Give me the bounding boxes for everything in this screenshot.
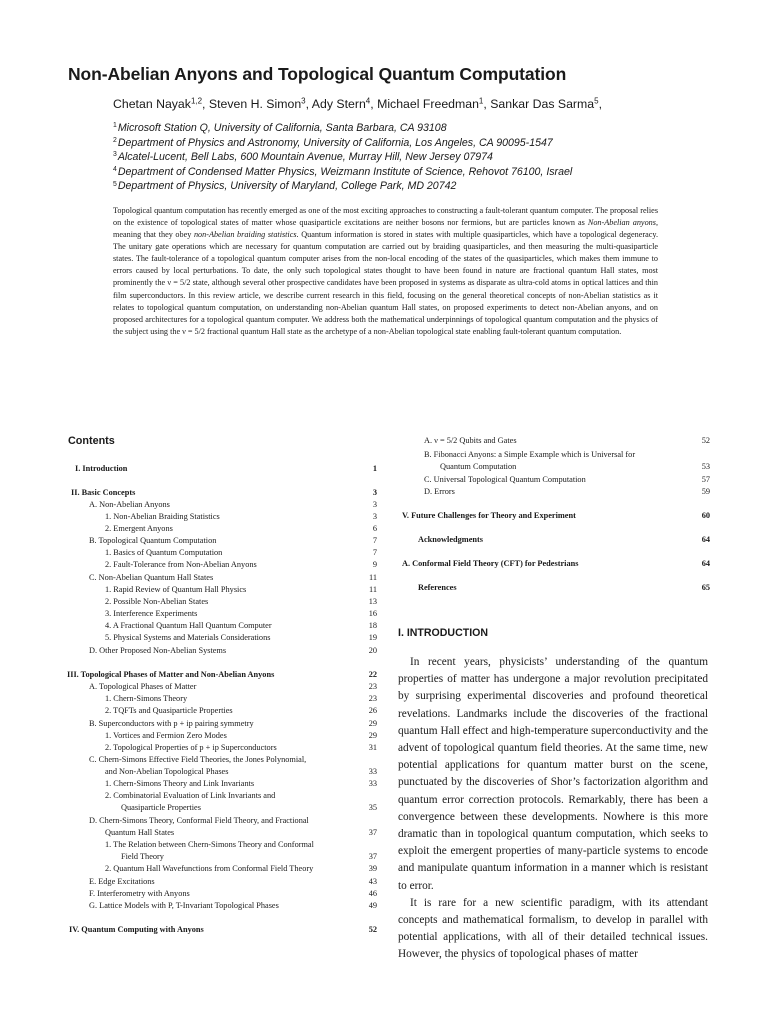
- toc-entry: [402, 461, 710, 473]
- toc-entry-label: E. Edge Excitations: [89, 877, 155, 886]
- toc-entry-page: 11: [369, 585, 377, 594]
- toc-entry: [67, 511, 377, 523]
- toc-entry-page: 3: [372, 488, 377, 497]
- toc-entry: [402, 534, 710, 546]
- toc-entry: [67, 718, 377, 730]
- author: Chetan Nayak$^{1,2}$,: [113, 96, 209, 111]
- toc-entry-label: 1. Chern-Simons Theory and Link Invariants: [105, 779, 255, 788]
- toc-entry: [67, 584, 377, 596]
- toc-entry-label: 2. Emergent Anyons: [105, 524, 173, 533]
- toc-entry: [67, 790, 377, 802]
- toc-entry-label: 3. Interference Experiments: [105, 609, 198, 618]
- toc-entry-label: Acknowledgments: [418, 535, 483, 544]
- toc-entry: [67, 547, 377, 559]
- toc-entry: [67, 693, 377, 705]
- toc-entry-page: 60: [701, 511, 710, 520]
- toc-entry-label: 1. Vortices and Fermion Zero Modes: [105, 731, 227, 740]
- toc-entry-page: 16: [368, 609, 377, 618]
- toc-entry: [67, 778, 377, 790]
- introduction-text: [398, 654, 708, 964]
- toc-entry-label: 1. Non-Abelian Braiding Statistics: [105, 512, 220, 521]
- author: Sankar Das Sarma$^5$,: [490, 96, 602, 111]
- toc-entry: [67, 572, 377, 584]
- toc-entry-label: Quasiparticle Properties: [121, 803, 201, 812]
- toc-entry-label: A. Conformal Field Theory (CFT) for Pedestrians: [402, 559, 579, 568]
- toc-entry: [67, 608, 377, 620]
- toc-entry: [67, 620, 377, 632]
- toc-entry: [402, 474, 710, 486]
- toc-entry-label: B. Fibonacci Anyons: a Simple Example which is Universal for: [424, 450, 636, 459]
- toc-entry-label: D. Errors: [424, 487, 455, 496]
- toc-entry-page: 53: [701, 462, 710, 471]
- toc-entry-label: 5. Physical Systems and Materials Considerations: [105, 633, 271, 642]
- toc-entry-label: I. Introduction: [75, 464, 128, 473]
- toc-entry-label: 2. Topological Properties of p + ip Superconductors: [105, 743, 277, 752]
- author: Michael Freedman$^1$,: [377, 96, 491, 111]
- author: Steven H. Simon$^3$,: [208, 96, 312, 111]
- toc-entry-label: C. Non-Abelian Quantum Hall States: [89, 573, 214, 582]
- toc-entry: [67, 730, 377, 742]
- toc-entry-page: 59: [701, 487, 710, 496]
- toc-entry-label: 2. Combinatorial Evaluation of Link Invariants and: [105, 791, 276, 800]
- affiliation: $^3$Alcatel-Lucent, Bell Labs, 600 Mountain Avenue, Murray Hill, New Jersey 07974: [113, 151, 493, 164]
- toc-entry-page: 31: [368, 743, 377, 752]
- toc-entry-label: II. Basic Concepts: [71, 488, 136, 497]
- toc-entry: [67, 924, 377, 936]
- toc-entry-page: 3: [372, 500, 377, 509]
- toc-entry-label: IV. Quantum Computing with Anyons: [69, 925, 204, 934]
- toc-entry-page: 19: [368, 633, 377, 642]
- toc-entry-page: 18: [368, 621, 377, 630]
- toc-entry-page: 6: [372, 524, 377, 533]
- abstract-text: Topological quantum computation has recently emerged as one of the most exciting approaches to constructing a fault-tolerant quantum computer. The proposal relies on the existence of topological states of matter whose quasiparticle excitations are neither bosons nor fermions, but are particles known as Non-Abelian anyons, meaning that they obey non-Abelian braiding statistics. Quantum information is stored in states with multiple quasiparticles, which have a topological degeneracy. The unitary gate operations which are necessary for quantum computation are carried out by braiding quasiparticles, and then measuring the multi-quasiparticle states. The fault-tolerance of a topological quantum computer arises from the non-local encoding of the states of the quasiparticles, which makes them immune to errors caused by local perturbations. To date, the only such topological states thought to have been found in nature are fractional quantum Hall states, most prominently the ν = 5/2 state, although several other prospective candidates have been proposed in systems as disparate as ultra-cold atoms in optical lattices and thin film superconductors. In this review article, we describe current research in this field, focusing on the general theoretical concepts of non-Abelian statistics as it relates to topological quantum computation, on understanding non-Abelian quantum Hall states, on proposed experiments to detect non-Abelian anyons, and on proposed architectures for a topological quantum computer. We address both the mathematical underpinnings of topological quantum computation and the physics of the subject using the ν = 5/2 fractional quantum Hall state as the archetype of a non-Abelian topological state enabling fault-tolerant quantum computation.: [113, 206, 658, 336]
- toc-entry-label: F. Interferometry with Anyons: [89, 889, 190, 898]
- toc-entry-page: 29: [368, 731, 377, 740]
- toc-entry: [67, 523, 377, 535]
- affiliation: $^4$Department of Condensed Matter Physics, Weizmann Institute of Science, Rehovot 76100, Israel: [113, 165, 573, 178]
- toc-entry-page: 7: [372, 536, 377, 545]
- toc-entry-label: C. Chern-Simons Effective Field Theories, the Jones Polynomial,: [89, 755, 307, 764]
- toc-entry: [402, 486, 710, 498]
- toc-entry-label: A. ν = 5/2 Qubits and Gates: [424, 436, 517, 445]
- author-list: [113, 97, 602, 111]
- toc-entry: [67, 742, 377, 754]
- toc-entry-label: A. Non-Abelian Anyons: [89, 500, 170, 509]
- toc-entry-page: 20: [368, 646, 377, 655]
- affiliation: $^5$Department of Physics, University of Maryland, College Park, MD 20742: [113, 180, 457, 193]
- toc-entry-page: 65: [701, 583, 710, 592]
- toc-entry-label: 2. Quantum Hall Wavefunctions from Conformal Field Theory: [105, 864, 314, 873]
- toc-entry-page: 43: [368, 877, 377, 886]
- author: Ady Stern$^4$,: [311, 96, 378, 111]
- toc-entry-label: C. Universal Topological Quantum Computation: [424, 475, 586, 484]
- affiliation-list: [113, 121, 572, 194]
- toc-entry-label: References: [418, 583, 457, 592]
- toc-entry-label: III. Topological Phases of Matter and Non-Abelian Anyons: [67, 670, 275, 679]
- abstract: [113, 205, 658, 338]
- toc-entry: [67, 766, 377, 778]
- toc-entry-label: B. Superconductors with p + ip pairing symmetry: [89, 719, 254, 728]
- toc-entry-label: Quantum Computation: [440, 462, 517, 471]
- toc-entry-label: D. Other Proposed Non-Abelian Systems: [89, 646, 227, 655]
- toc-entry-page: 22: [368, 670, 377, 679]
- toc-entry-label: A. Topological Phases of Matter: [89, 682, 197, 691]
- toc-entry: [67, 669, 377, 681]
- toc-entry: [67, 596, 377, 608]
- toc-entry-label: 2. Possible Non-Abelian States: [105, 597, 209, 606]
- toc-entry-page: 3: [372, 512, 377, 521]
- affiliation: $^2$Department of Physics and Astronomy, University of California, Los Angeles, CA 90095-1547: [113, 136, 553, 149]
- toc-entry: [67, 863, 377, 875]
- toc-entry: [402, 435, 710, 447]
- toc-entry: [67, 802, 377, 814]
- paragraph: In recent years, physicists’ understanding of the quantum properties of matter has undergone a major revolution precipitated by surprising experimental discoveries and profound theoretical revelations. Landmarks include the discoveries of the fractional quantum Hall effect and high-temperature superconductivity and the advent of topological quantum field theories. At the same time, new potential applications for quantum matter burst on the scene, punctuated by the discoveries of Shor’s factorization algorithm and quantum error correction protocols. Remarkably, there has been a convergence between these developments. Nowhere is this more dramatic than in topological quantum computation, which seeks to exploit the emergent properties of many-particle systems to encode and manipulate quantum information in a manner which is resistant to error.: [398, 656, 708, 892]
- toc-entry-label: B. Topological Quantum Computation: [89, 536, 217, 545]
- toc-entry: [67, 705, 377, 717]
- toc-entry-page: 64: [701, 559, 710, 568]
- toc-entry-page: 29: [368, 719, 377, 728]
- affiliation: $^1$Microsoft Station Q, University of California, Santa Barbara, CA 93108: [113, 122, 447, 134]
- toc-entry-page: 64: [701, 535, 710, 544]
- toc-entry: [67, 827, 377, 839]
- toc-entry-page: 33: [368, 767, 377, 776]
- toc-entry: [402, 510, 710, 522]
- toc-entry-page: 37: [368, 828, 377, 837]
- contents-heading: Contents: [68, 435, 115, 447]
- section-heading: I. INTRODUCTION: [398, 627, 489, 639]
- toc-entry-page: 7: [372, 548, 377, 557]
- toc-entry-label: 2. TQFTs and Quasiparticle Properties: [105, 706, 233, 715]
- toc-entry-label: 1. Rapid Review of Quantum Hall Physics: [105, 585, 247, 594]
- toc-entry-label: 4. A Fractional Quantum Hall Quantum Computer: [105, 621, 272, 630]
- toc-entry-page: 35: [368, 803, 377, 812]
- toc-entry-page: 37: [368, 852, 377, 861]
- toc-entry-page: 26: [368, 706, 377, 715]
- toc-entry: [67, 487, 377, 499]
- toc-entry: [67, 754, 377, 766]
- toc-entry-page: 57: [701, 475, 710, 484]
- toc-entry-label: Quantum Hall States: [105, 828, 175, 837]
- toc-entry: [402, 582, 710, 594]
- toc-entry-page: 49: [368, 901, 377, 910]
- toc-entry-label: D. Chern-Simons Theory, Conformal Field Theory, and Fractional: [89, 816, 309, 825]
- toc-entry-page: 46: [368, 889, 377, 898]
- toc-entry-label: 2. Fault-Tolerance from Non-Abelian Anyons: [105, 560, 257, 569]
- paragraph: It is rare for a new scientific paradigm, with its attendant concepts and mathematical formalism, to develop in parallel with potential applications, with all of their detailed technical issues. However, the physics of topological phases of matter: [398, 896, 708, 961]
- toc-entry-page: 13: [368, 597, 377, 606]
- toc-entry: [67, 463, 377, 475]
- toc-entry-page: 23: [368, 682, 377, 691]
- paper-title: Non-Abelian Anyons and Topological Quantum Computation: [68, 64, 567, 84]
- toc-entry-label: and Non-Abelian Topological Phases: [105, 767, 229, 776]
- toc-entry-page: 39: [368, 864, 377, 873]
- toc-entry-label: V. Future Challenges for Theory and Experiment: [402, 511, 576, 520]
- toc-entry: [67, 815, 377, 827]
- toc-entry: [67, 681, 377, 693]
- toc-entry: [67, 535, 377, 547]
- toc-entry-page: 52: [368, 925, 377, 934]
- toc-entry: [402, 558, 710, 570]
- toc-entry-label: 1. The Relation between Chern-Simons Theory and Conformal: [105, 840, 314, 849]
- toc-entry-label: G. Lattice Models with P, T-Invariant Topological Phases: [89, 901, 279, 910]
- toc-entry: [67, 632, 377, 644]
- toc-entry-page: 33: [368, 779, 377, 788]
- toc-entry: [67, 851, 377, 863]
- toc-entry: [67, 645, 377, 657]
- toc-entry-label: 1. Basics of Quantum Computation: [105, 548, 223, 557]
- toc-entry: [67, 499, 377, 511]
- toc-entry-page: 23: [368, 694, 377, 703]
- toc-entry: [402, 449, 710, 461]
- toc-entry-page: 11: [369, 573, 377, 582]
- toc-entry-page: 1: [372, 464, 377, 473]
- toc-entry: [67, 876, 377, 888]
- toc-entry-page: 9: [372, 560, 377, 569]
- toc-entry: [67, 888, 377, 900]
- toc-entry: [67, 559, 377, 571]
- toc-entry-label: Field Theory: [121, 852, 164, 861]
- toc-entry: [67, 900, 377, 912]
- toc-entry: [67, 839, 377, 851]
- toc-entry-page: 52: [701, 436, 710, 445]
- toc-entry-label: 1. Chern-Simons Theory: [105, 694, 188, 703]
